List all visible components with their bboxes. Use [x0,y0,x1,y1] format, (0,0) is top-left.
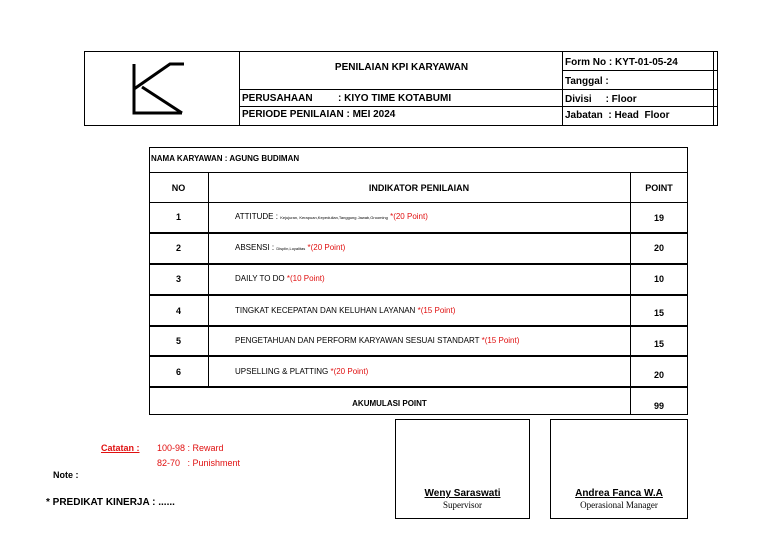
row-number: 1 [175,212,181,222]
total-value: 99 [653,401,664,411]
point-value: 10 [653,274,664,284]
table-divider [149,232,688,234]
row-number: 6 [175,367,181,377]
supervisor-role: Supervisor [443,500,482,510]
perusahaan-value: : KIYO TIME KOTABUMI [338,93,452,104]
row-number: 3 [175,274,181,284]
manager-role: Operasional Manager [580,500,658,510]
header-divider [563,70,718,71]
column-header-indikator: INDIKATOR PENILAIAN [368,183,470,193]
logo-cell [84,51,240,126]
row-number: 2 [175,243,181,253]
table-divider [149,386,688,388]
column-header-no: NO [171,183,186,193]
indicator-text: UPSELLING & PLATTING *(20 Point) [235,367,369,376]
point-value: 15 [653,308,664,318]
table-divider [149,294,688,296]
tanggal-field: Tanggal : [565,76,609,87]
reward-note: 100-98 : Reward [157,443,224,453]
column-header-point: POINT [645,183,673,193]
point-value: 15 [653,339,664,349]
manager-name: Andrea Fanca W.A [575,488,663,499]
predikat-kinerja: * PREDIKAT KINERJA : ...... [46,497,175,508]
indicator-text: TINGKAT KECEPATAN DAN KELUHAN LAYANAN *(15 Point) [235,306,456,315]
periode-penilaian: PERIODE PENILAIAN : MEI 2024 [242,109,396,120]
catatan-label: Catatan : [101,443,140,453]
indicator-text: DAILY TO DO *(10 Point) [235,274,325,283]
indicator-text: ABSENSI : Displin,Loyalitas *(20 Point) [235,243,346,252]
point-value: 19 [653,213,664,223]
punishment-note: 82-70 : Punishment [157,458,241,468]
supervisor-name: Weny Saraswati [424,488,501,499]
divisi-field: Divisi : Floor [565,94,637,105]
indicator-text: PENGETAHUAN DAN PERFORM KARYAWAN SESUAI STANDART *(15 Point) [235,336,520,345]
header-divider [713,51,714,126]
company-logo-icon [84,51,240,126]
form-number: Form No : KYT-01-05-24 [565,57,678,68]
row-number: 5 [175,336,181,346]
indicator-text: ATTITUDE : Kejujuran, Kerapuan,Kepedulian,Tanggung Jawab,Grooming *(20 Point) [235,212,428,221]
header-divider [240,106,563,107]
jabatan-field: Jabatan : Head Floor [565,110,670,121]
header-divider [240,89,563,90]
employee-name: NAMA KARYAWAN : AGUNG BUDIMAN [151,154,300,163]
point-value: 20 [653,370,664,380]
row-number: 4 [175,306,181,316]
total-label: AKUMULASI POINT [352,399,427,408]
table-divider [149,325,688,327]
table-divider [149,172,688,173]
perusahaan-label: PERUSAHAAN [242,93,313,104]
table-divider [208,172,209,386]
point-value: 20 [653,243,664,253]
header-divider [563,89,718,90]
header-divider [563,106,718,107]
form-title: PENILAIAN KPI KARYAWAN [334,62,469,73]
table-divider [149,355,688,357]
table-divider [149,202,688,203]
table-divider [149,263,688,265]
note-label: Note : [53,470,79,480]
